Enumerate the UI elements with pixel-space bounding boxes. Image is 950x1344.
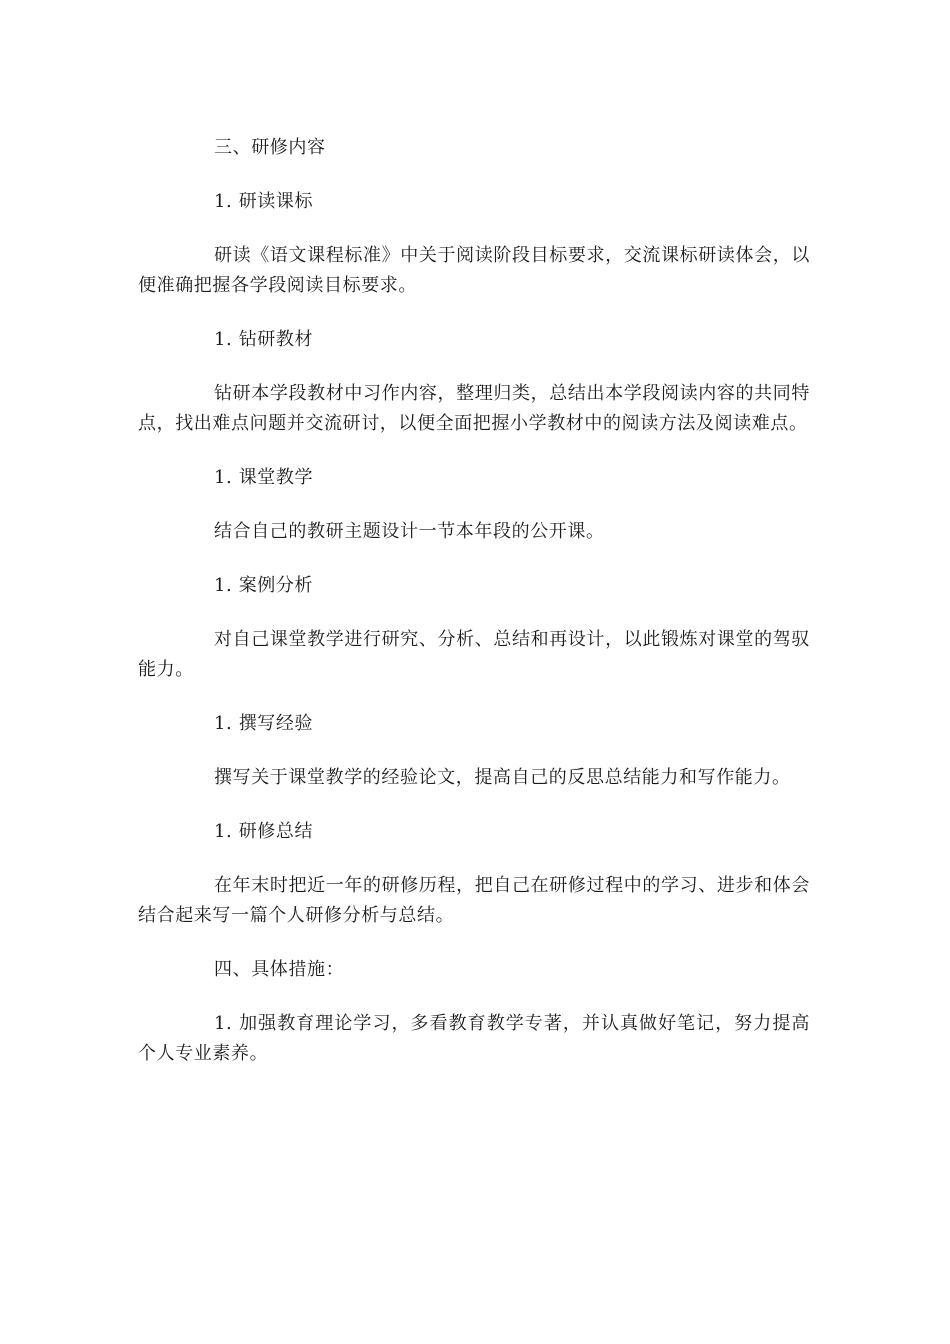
item-heading-summary: 1. 研修总结	[214, 821, 314, 842]
section-heading-measures: 四、具体措施：	[214, 959, 345, 980]
item-heading-classroom-teaching: 1. 课堂教学	[214, 467, 314, 488]
section-heading-content: 三、研修内容	[214, 137, 326, 158]
item-heading-write-experience: 1. 撰写经验	[214, 713, 314, 734]
paragraph-classroom-teaching: 结合自己的教研主题设计一节本年段的公开课。	[214, 521, 605, 542]
paragraph-study-standards: 研读《语文课程标准》中关于阅读阶段目标要求，交流课标研读体会，以便准确把握各学段阅读目标要求。	[138, 245, 810, 296]
paragraph-study-textbooks: 钻研本学段教材中习作内容，整理归类，总结出本学段阅读内容的共同特点，找出难点问题并交流研讨，以便全面把握小学教材中的阅读方法及阅读难点。	[138, 383, 810, 434]
item-heading-study-textbooks: 1. 钻研教材	[214, 329, 314, 350]
item-heading-case-analysis: 1. 案例分析	[214, 575, 314, 596]
paragraph-write-experience: 撰写关于课堂教学的经验论文，提高自己的反思总结能力和写作能力。	[214, 767, 791, 788]
paragraph-summary: 在年末时把近一年的研修历程，把自己在研修过程中的学习、进步和体会结合起来写一篇个人研修分析与总结。	[138, 875, 810, 926]
document-body	[138, 133, 810, 1093]
paragraph-measure-1: 1. 加强教育理论学习，多看教育教学专著，并认真做好笔记，努力提高个人专业素养。	[138, 1013, 810, 1064]
paragraph-case-analysis: 对自己课堂教学进行研究、分析、总结和再设计，以此锻炼对课堂的驾驭能力。	[138, 629, 810, 680]
item-heading-study-standards: 1. 研读课标	[214, 191, 314, 212]
